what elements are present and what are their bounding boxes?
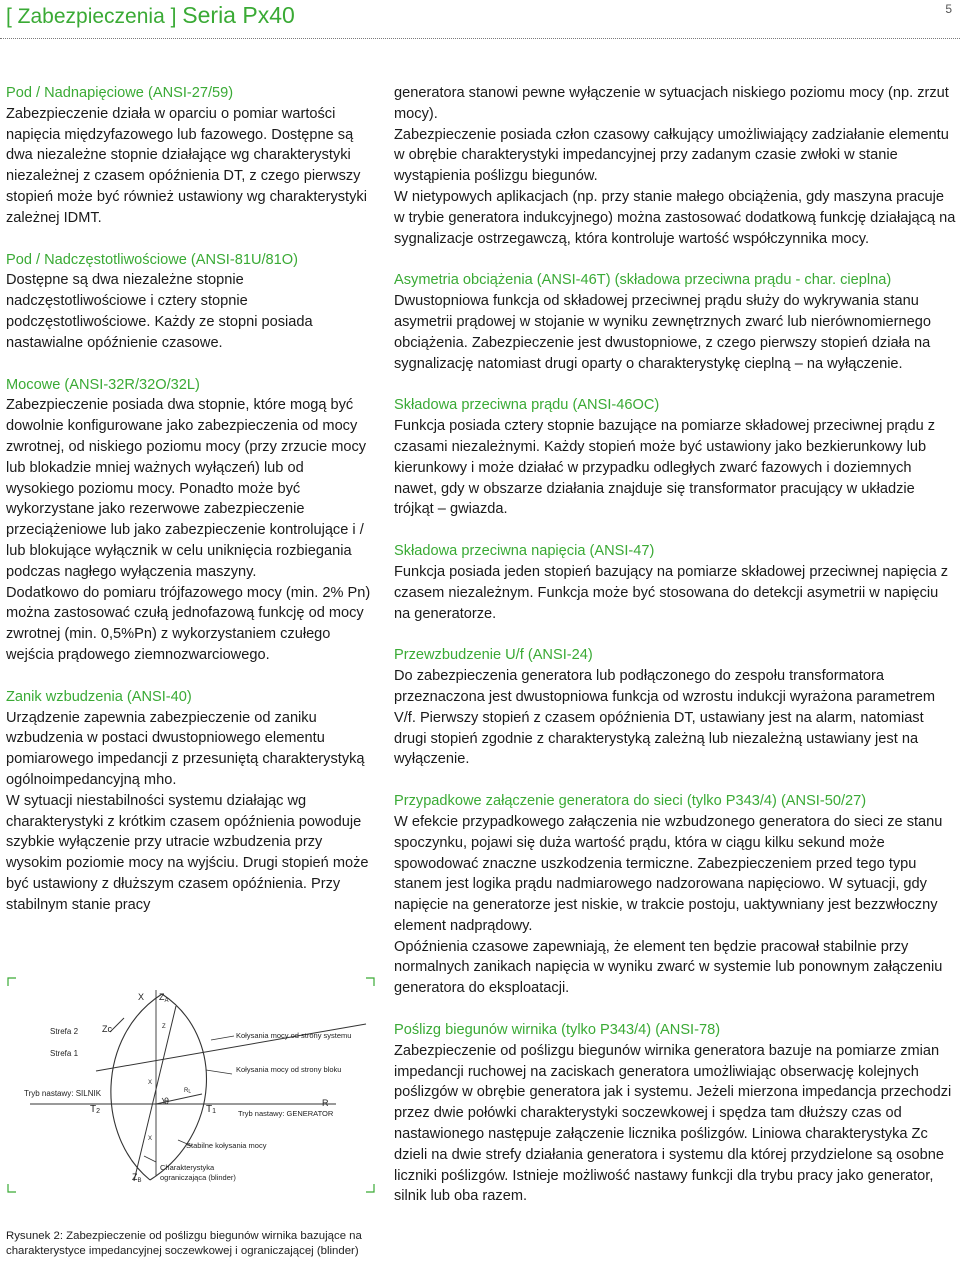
- section-title: Zanik wzbudzenia (ANSI-40): [6, 688, 192, 705]
- section-title: Mocowe (ANSI-32R/32O/32L): [6, 376, 200, 393]
- section-paragraph: Zabezpieczenie posiada dwa stopnie, które mogą być dowolnie konfigurowane jako zabezpieczenia od mocy zwrotnej, od niskiego poziomu mocy (przy zrzucie mocy lub blokadzie mniej ważnych wyłączeń) lub od wysokiego poziomu mocy. Ponadto może być wykorzystane jako rezerwowe zabezpieczenie przeciążeniowe lub jako zabezpieczenie kontrolujące i / lub blokujące wyłącznik w celu uniknięcia rozbiegania podczas nagłego wyłączenia maszyny.: [6, 397, 367, 580]
- section-loss-of-excitation: [6, 687, 374, 916]
- section-title: Pod / Nadczęstotliwościowe (ANSI-81U/81O): [6, 251, 298, 268]
- figure-caption: Rysunek 2: Zabezpieczenie od poślizgu biegunów wirnika bazujące na charakterystyce impedancyjnej soczewkowej i ograniczającej (blinder): [6, 1230, 362, 1257]
- corner-mark: [366, 978, 374, 986]
- strefa2-label: Strefa 2: [50, 1027, 79, 1036]
- page-header-title: [6, 2, 295, 29]
- zb-label: [132, 1172, 142, 1184]
- section-paragraph: Opóźnienia czasowe zapewniają, że element ten będzie pracował stabilnie przy normalnych zanikach napięcia w wyniku zwarć w systemie lub ponownym załączeniu generatora do eksploatacji.: [394, 938, 943, 997]
- t1-label: [206, 1104, 216, 1115]
- section-paragraph: generatora stanowi pewne wyłączenie w sytuacjach niskiego poziomu mocy (np. zrzut mocy).: [394, 85, 949, 122]
- header-divider: [0, 38, 960, 39]
- r-axis-label: R: [322, 1098, 329, 1108]
- block-swing-arrow: [206, 1070, 232, 1074]
- blinder-line: [134, 1006, 176, 1181]
- strefa1-label: Strefa 1: [50, 1049, 79, 1058]
- t1-label-main: T: [206, 1104, 213, 1115]
- section-title: Poślizg biegunów wirnika (tylko P343/4) (ANSI-78): [394, 1022, 721, 1039]
- left-column: [6, 83, 374, 936]
- t2-label-sub: 2: [96, 1108, 101, 1115]
- section-paragraph: W nietypowych aplikacjach (np. przy stanie małego obciążenia, gdy maszyna pracuje w trybie generatora indukcyjnego) można zastosować dodatkową funkcję działającą na sygnalizacje ostrzegawczą, która kontroluje wartość współczynnika mocy.: [394, 188, 956, 247]
- section-paragraph: Dodatkowo do pomiaru trójfazowego mocy (min. 2% Pn) można zastosować czułą jednofazową funkcję od mocy zwrotnej (min. 0,5%Pn) z wykorzystaniem czułego wejścia prądowego ziemnozwarciowego.: [6, 584, 371, 663]
- section-title: Składowa przeciwna prądu (ANSI-46OC): [394, 397, 660, 414]
- r-small-label: [184, 1088, 191, 1095]
- x-small-label: X: [148, 1136, 153, 1142]
- r-small-main: R: [184, 1088, 189, 1094]
- pole-slip-diagram-svg: [6, 976, 376, 1194]
- section-paragraph: Dostępne są dwa niezależne stopnie nadczęstotliwościowe i cztery stopnie podczęstotliwościowe. Każdy ze stopni posiada nastawialne opóźnienie czasowe.: [6, 272, 313, 351]
- section-continuation: [394, 83, 956, 249]
- theta-label: θ: [164, 1096, 170, 1106]
- section-title: Przewzbudzenie U/f (ANSI-24): [394, 647, 593, 664]
- section-paragraph: Do zabezpieczenia generatora lub podłączonego do zespołu transformatora przeznaczona jest dwustopniowa funkcja od wzrostu indukcji wyrażona parametrem V/f. Pierwszy stopień z czasem opóźnienia DT, ustawiany jest na alarm, natomiast drugi stopień zgodnie z charakterystyką zależną lub niezależną ustawiany jest na wyłączenie.: [394, 668, 936, 768]
- section-paragraph: W sytuacji niestabilności systemu działając wg charakterystyki z krótkim czasem opóźnienia powoduje szybkie wyłączenie przy utracie wzbudzenia przy wysokim poziomie mocy na wyjściu. Drugi stopień może być ustawiony z dłuższym czasem opóźnienia. Przy stabilnym stanie pracy: [6, 792, 369, 913]
- section-paragraph: Funkcja posiada cztery stopnie bazujące na pomiarze składowej przeciwnej prądu z czasami niezależnymi. Każdy stopień może być ustawiony jako bezkierunkowy lub kierunkowy i może działać w przypadku odległych zwarć fazowych i doziemnych nawet, gdy w obszarze działania znajduje się transformator pracujący w układzie trójkąt – gwiazda.: [394, 418, 936, 518]
- page-number: 5: [945, 2, 952, 16]
- pole-slip-diagram: [6, 976, 376, 1194]
- section-paragraph: Zabezpieczenie posiada człon czasowy całkujący umożliwiający zadziałanie elementu w obrębie charakterystyki impedancyjnej przy zadanym czasie zwłoki w stanie wystąpienia poślizgu biegunów.: [394, 126, 949, 185]
- blinder-label-line2: ograniczająca (blinder): [160, 1173, 236, 1182]
- header-series-label: Seria Px40: [182, 2, 295, 28]
- generator-mode-label: Tryb nastawy: GENERATOR: [238, 1109, 334, 1118]
- za-label-main: Z: [159, 992, 165, 1002]
- system-swing-arrow: [211, 1036, 234, 1040]
- za-label: [159, 992, 169, 1004]
- t2-label-main: T: [90, 1104, 97, 1115]
- section-power: [6, 375, 374, 666]
- blinder-arrow: [144, 1156, 156, 1162]
- section-negative-sequence-current: [394, 395, 956, 520]
- section-inadvertent-energisation: [394, 791, 956, 999]
- section-paragraph: Funkcja posiada jeden stopień bazujący na pomiarze składowej przeciwnej napięcia z czasem niezależnym. Funkcja może być stosowana do detekcji asymetrii w napięciu na generatorze.: [394, 563, 949, 622]
- section-undervoltage: [6, 83, 374, 229]
- section-frequency: [6, 250, 374, 354]
- right-column: [394, 83, 956, 1228]
- section-title: Przypadkowe załączenie generatora do sieci (tylko P343/4) (ANSI-50/27): [394, 793, 867, 810]
- section-paragraph: Zabezpieczenie od poślizgu biegunów wirnika generatora bazuje na pomiarze zmian impedancji ruchowej na zaciskach generatora umożliwiając obserwację kolejnych poślizgów w obrębie generatora jak i systemu. Jeżeli mierzona impedancja przechodzi przez dwie połówki charakterystyki soczewkowej i spędza tam dłuższy czas od nastawionego następuje załączenie licznika poślizgów. Liniowa charakterystyka Zc dzieli na dwie strefy działania generatora i systemu dla której przydzielone są osobne liczniki poślizgów. Istnieje możliwość nastawy funkcji dla trybu pracy jako generator, silnik lub oba razem.: [394, 1042, 952, 1205]
- section-negative-sequence-voltage: [394, 541, 956, 624]
- za-label-sub: A: [164, 998, 169, 1004]
- section-load-asymmetry: [394, 270, 956, 374]
- blinder-label-line1: Charakterystyka: [160, 1163, 215, 1172]
- corner-mark: [8, 978, 16, 986]
- zc-label: Zc: [102, 1024, 112, 1034]
- section-pole-slipping: [394, 1020, 956, 1207]
- section-title: Składowa przeciwna napięcia (ANSI-47): [394, 543, 655, 560]
- section-paragraph: Urządzenie zapewnia zabezpieczenie od zaniku wzbudzenia w postaci dwustopniowego elementu pomiarowego impedancji z przesuniętą charakterystyką ogólnoimpedancyjną mho.: [6, 709, 365, 788]
- zc-marker: [110, 1018, 124, 1032]
- r-small-sub: L: [188, 1089, 192, 1095]
- stable-swing-label: Stabilne kołysania mocy: [186, 1141, 267, 1150]
- x-small-label: X: [148, 1080, 153, 1086]
- zb-label-main: Z: [132, 1172, 138, 1182]
- section-title: Pod / Nadnapięciowe (ANSI-27/59): [6, 85, 234, 101]
- x-axis-label: X: [138, 992, 145, 1002]
- header-section-label: [ Zabezpieczenia ]: [6, 5, 177, 28]
- corner-mark: [8, 1184, 16, 1192]
- corner-mark: [366, 1184, 374, 1192]
- lens-left-arc: [111, 994, 162, 1180]
- t1-label-sub: 1: [212, 1108, 217, 1115]
- z-small-label: Z: [162, 1024, 166, 1030]
- block-swing-label: Kołysania mocy od strony bloku: [236, 1065, 342, 1074]
- system-swing-label: Kołysania mocy od strony systemu: [236, 1031, 352, 1040]
- section-paragraph: Zabezpieczenie działa w oparciu o pomiar wartości napięcia międzyfazowego lub fazowego. Dostępne są dwa niezależne stopnie działające wg charakterystyki niezależnej z czasem opóźnienia DT, z czego pierwszy stopień może być również ustawiony wg charakterystyki zależnej IDMT.: [6, 105, 367, 226]
- section-paragraph: Dwustopniowa funkcja od składowej przeciwnej prądu służy do wykrywania stanu asymetrii prądowej w stojanie w wyniku zewnętrznych zwarć lub nierównomiernego obciążenia. Zabezpieczenie jest dwustopniowe, z czego pierwszy stopień działa na sygnalizację natomiast drugi oparty o charakterystykę cieplną – na wyłączenie.: [394, 293, 931, 372]
- section-paragraph: W efekcie przypadkowego załączenia nie wzbudzonego generatora do sieci ze stanu spoczynku, pojawi się duża wartość prądu, która w ciągu kilku sekund może spowodować znaczne uszkodzenia termiczne. Zabezpieczeniem przed tego typu stanem jest logika prądu nadmiarowego nadzorowana napięciowo. W sytuacji, gdy napięcie na generatorze jest niskie, w trakcie postoju, uaktywniany jest bezzwłoczny element nadprądowy.: [394, 813, 943, 934]
- t2-label: [90, 1104, 100, 1115]
- zb-label-sub: B: [137, 1178, 142, 1184]
- section-title: Asymetria obciążenia (ANSI-46T) (składowa przeciwna prądu - char. cieplna): [394, 272, 892, 289]
- motor-mode-label: Tryb nastawy: SILNIK: [24, 1089, 102, 1098]
- lens-right-arc: [150, 994, 206, 1180]
- section-overexcitation: [394, 645, 956, 770]
